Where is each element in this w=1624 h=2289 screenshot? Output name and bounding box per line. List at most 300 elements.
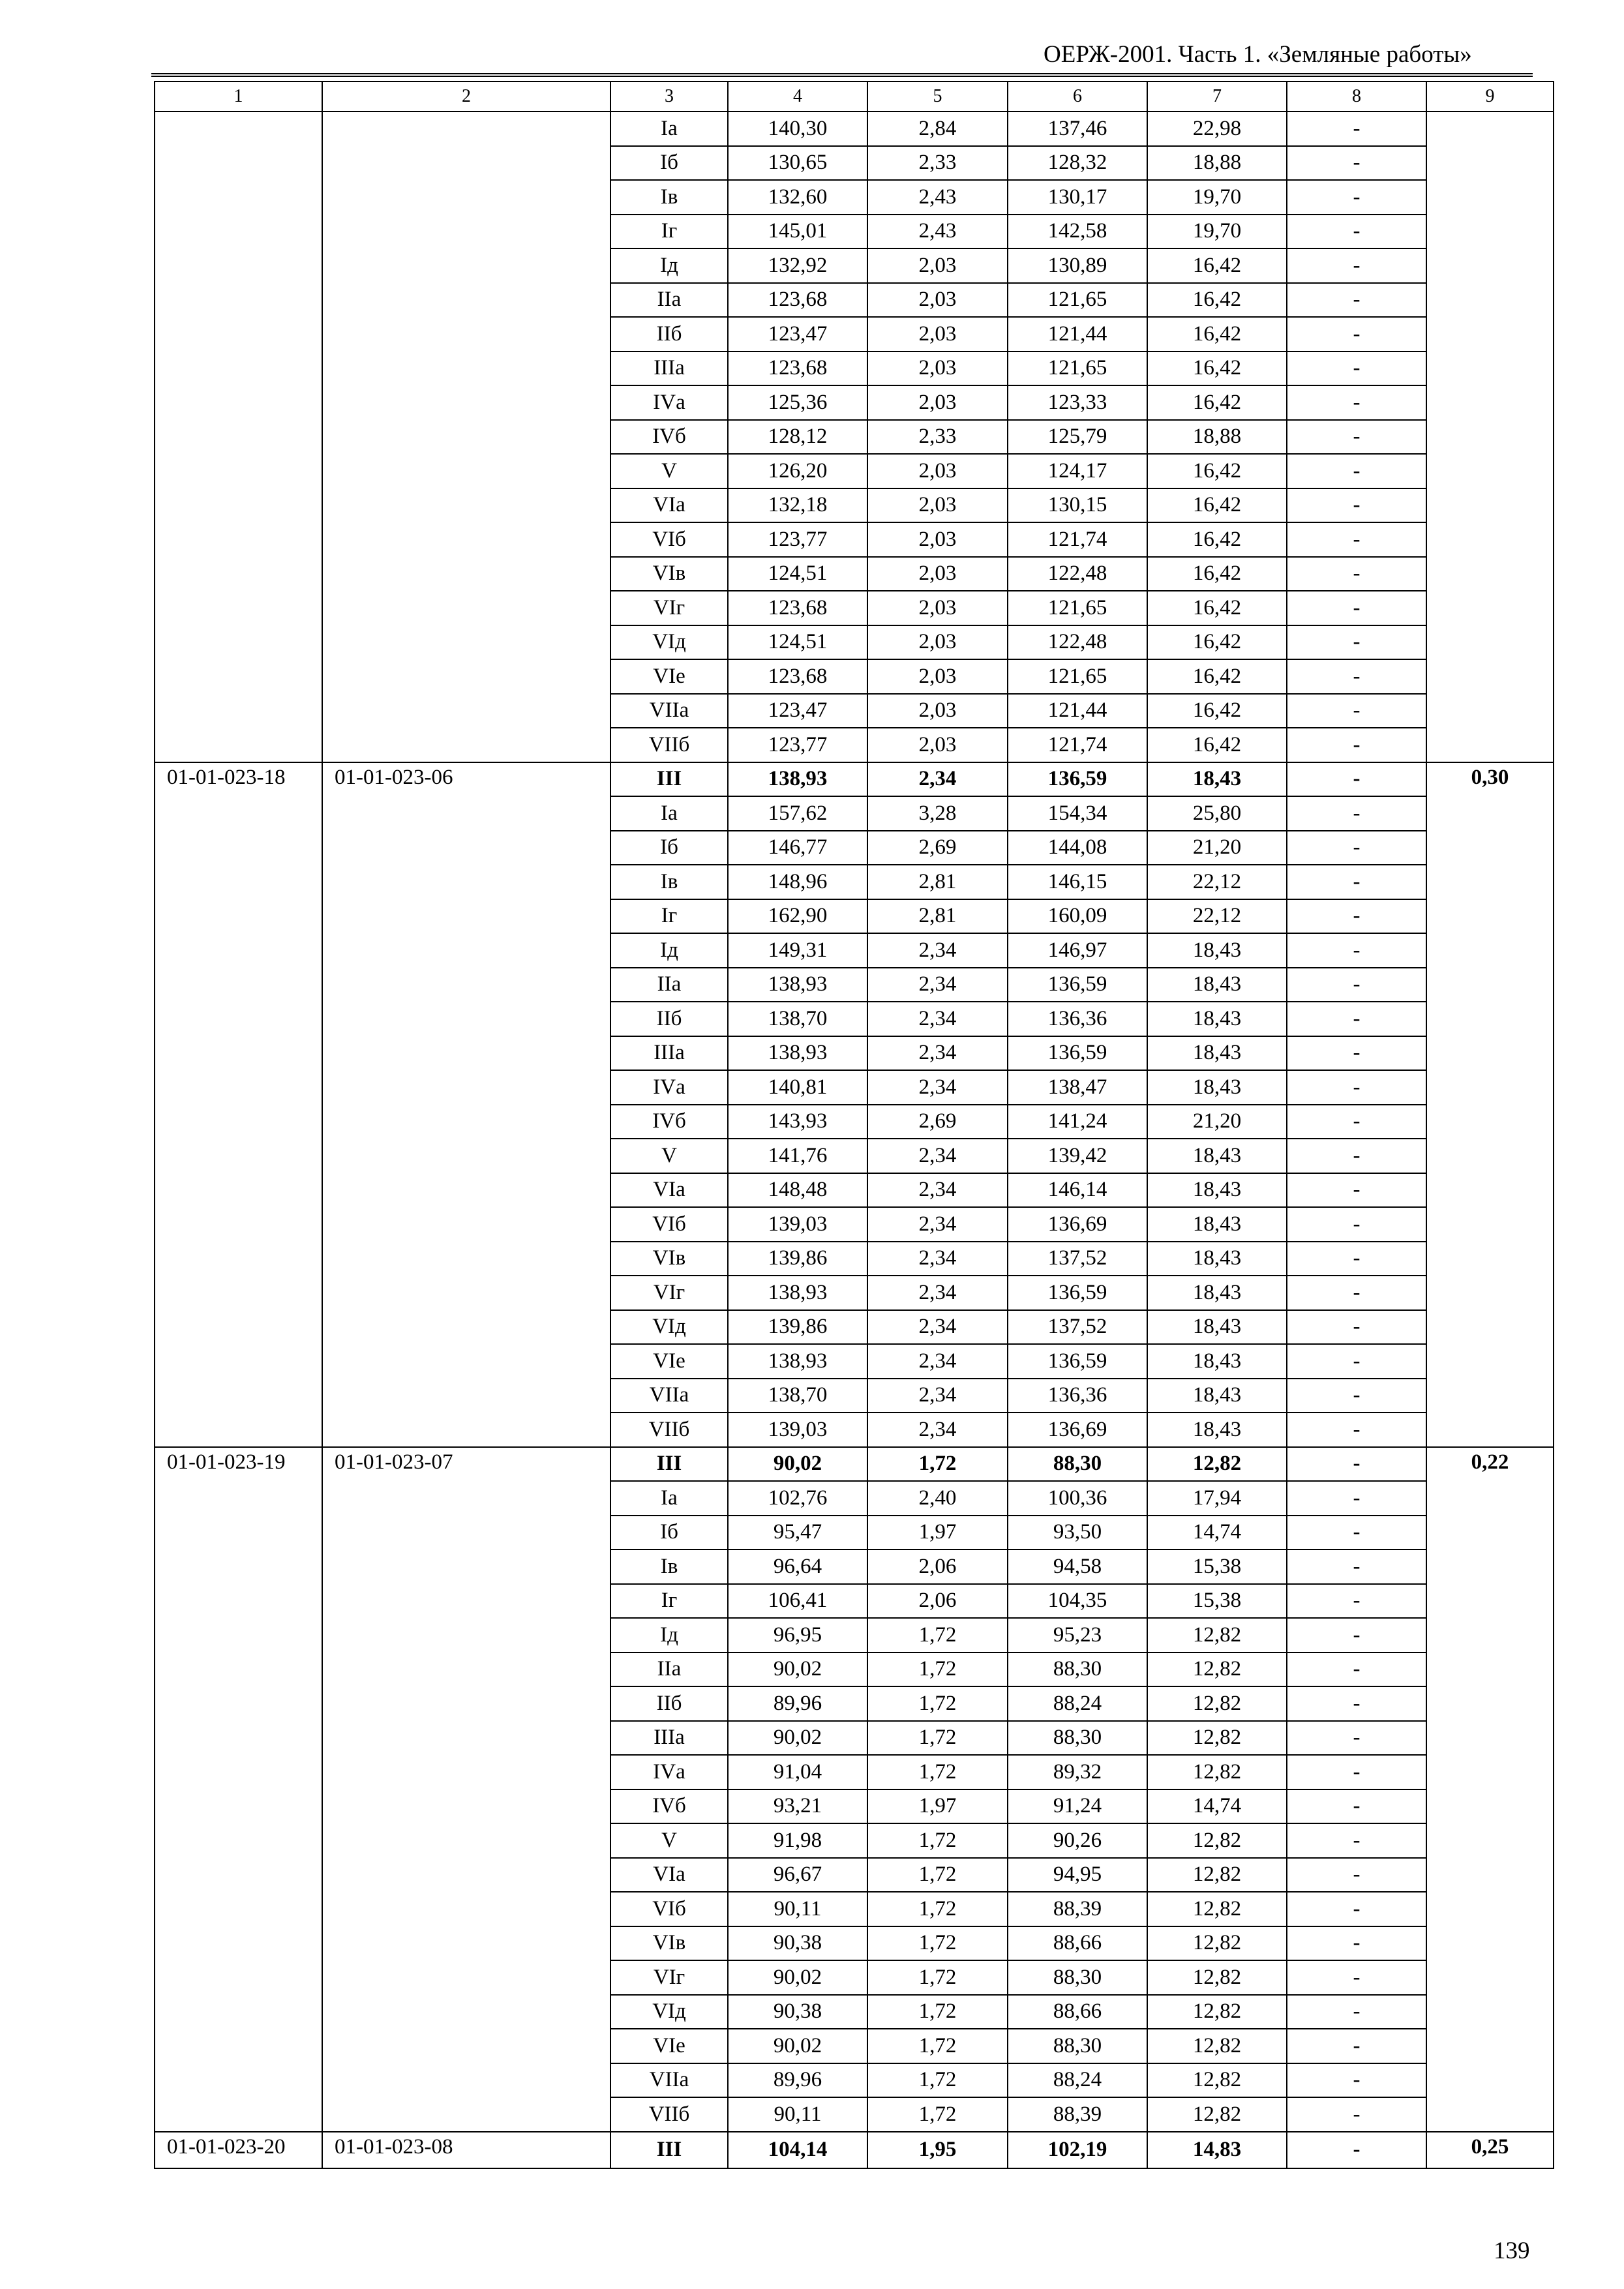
class-cell: IVб (610, 1789, 728, 1824)
class-cell: VIа (610, 1858, 728, 1893)
value-col6: 146,14 (1008, 1173, 1147, 1208)
value-col7: 19,70 (1147, 180, 1287, 215)
value-col8: - (1287, 1789, 1426, 1824)
value-col7: 16,42 (1147, 317, 1287, 352)
value-col5: 1,72 (867, 1892, 1008, 1926)
value-col4: 130,65 (728, 146, 867, 181)
value-col7: 16,42 (1147, 248, 1287, 283)
value-col7: 16,42 (1147, 694, 1287, 728)
value-col7: 18,43 (1147, 968, 1287, 1002)
value-col5: 2,03 (867, 385, 1008, 420)
class-cell: VIг (610, 591, 728, 625)
value-col8: - (1287, 865, 1426, 899)
value-col7: 16,42 (1147, 557, 1287, 591)
value-col7: 14,83 (1147, 2132, 1287, 2169)
reference-code-cell: 01-01-023-07 (322, 1447, 610, 2132)
value-col5: 2,03 (867, 352, 1008, 386)
value-col5: 1,72 (867, 1823, 1008, 1858)
value-col8: - (1287, 385, 1426, 420)
value-col6: 88,24 (1008, 2063, 1147, 2098)
value-col5: 2,34 (867, 1310, 1008, 1345)
value-col6: 137,52 (1008, 1310, 1147, 1345)
value-col7: 22,98 (1147, 112, 1287, 146)
value-col8: - (1287, 1960, 1426, 1995)
value-col6: 121,65 (1008, 659, 1147, 694)
value-col5: 2,34 (867, 1036, 1008, 1071)
value-col8: - (1287, 1447, 1426, 1482)
value-col6: 136,59 (1008, 1344, 1147, 1379)
class-cell: VIе (610, 2029, 728, 2063)
value-col8: - (1287, 112, 1426, 146)
value-col4: 89,96 (728, 1686, 867, 1721)
value-col5: 1,72 (867, 1447, 1008, 1482)
value-col8: - (1287, 1105, 1426, 1139)
value-col7: 18,88 (1147, 420, 1287, 455)
value-col5: 2,03 (867, 694, 1008, 728)
class-cell: VIIб (610, 1413, 728, 1447)
value-col8: - (1287, 283, 1426, 318)
value-col5: 2,33 (867, 420, 1008, 455)
value-col6: 91,24 (1008, 1789, 1147, 1824)
value-col4: 126,20 (728, 454, 867, 488)
value-col4: 125,36 (728, 385, 867, 420)
value-col5: 2,81 (867, 899, 1008, 934)
value-col5: 1,72 (867, 1995, 1008, 2029)
value-col7: 18,43 (1147, 1276, 1287, 1310)
value-col4: 145,01 (728, 215, 867, 249)
class-cell: IIб (610, 317, 728, 352)
value-col6: 137,46 (1008, 112, 1147, 146)
value-col8: - (1287, 488, 1426, 523)
value-col8: - (1287, 1379, 1426, 1413)
value-col5: 2,34 (867, 1207, 1008, 1242)
class-cell: VIе (610, 659, 728, 694)
value-col5: 2,84 (867, 112, 1008, 146)
value-col4: 123,68 (728, 283, 867, 318)
value-col7: 12,82 (1147, 1653, 1287, 1687)
value-col5: 1,72 (867, 2063, 1008, 2098)
value-col6: 88,24 (1008, 1686, 1147, 1721)
value-col6: 94,95 (1008, 1858, 1147, 1893)
value-col5: 2,03 (867, 454, 1008, 488)
value-col7: 18,43 (1147, 1070, 1287, 1105)
value-col7: 12,82 (1147, 1858, 1287, 1893)
value-col5: 2,33 (867, 146, 1008, 181)
value-col8: - (1287, 1858, 1426, 1893)
column-header: 2 (322, 82, 610, 112)
value-col7: 18,43 (1147, 933, 1287, 968)
class-cell: Iа (610, 112, 728, 146)
class-cell: VIа (610, 488, 728, 523)
value-col8: - (1287, 1516, 1426, 1550)
value-col4: 148,96 (728, 865, 867, 899)
value-col8: - (1287, 1070, 1426, 1105)
value-col4: 157,62 (728, 796, 867, 831)
value-col4: 90,02 (728, 1653, 867, 1687)
table-row (155, 762, 1554, 797)
value-col6: 121,74 (1008, 728, 1147, 762)
table-body (155, 112, 1554, 2168)
value-col5: 1,97 (867, 1516, 1008, 1550)
value-col8: - (1287, 1926, 1426, 1961)
value-col7: 15,38 (1147, 1584, 1287, 1619)
value-col8: - (1287, 1139, 1426, 1173)
value-col8: - (1287, 899, 1426, 934)
value-col7: 18,43 (1147, 1310, 1287, 1345)
value-col5: 1,72 (867, 1926, 1008, 1961)
class-cell: VIв (610, 1926, 728, 1961)
value-col7: 16,42 (1147, 352, 1287, 386)
class-cell: IIIа (610, 1036, 728, 1071)
value-col6: 142,58 (1008, 215, 1147, 249)
value-col4: 123,68 (728, 352, 867, 386)
value-col7: 14,74 (1147, 1789, 1287, 1824)
reference-code-cell: 01-01-023-08 (322, 2132, 610, 2169)
column-number-row (155, 82, 1554, 112)
value-col5: 1,72 (867, 2029, 1008, 2063)
class-cell: VIд (610, 1995, 728, 2029)
value-col4: 141,76 (728, 1139, 867, 1173)
value-col7: 12,82 (1147, 2097, 1287, 2132)
value-col7: 15,38 (1147, 1549, 1287, 1584)
value-col6: 121,44 (1008, 694, 1147, 728)
value-col6: 123,33 (1008, 385, 1147, 420)
value-col8: - (1287, 1207, 1426, 1242)
value-col7: 16,42 (1147, 522, 1287, 557)
value-col5: 1,72 (867, 1721, 1008, 1756)
value-col4: 140,30 (728, 112, 867, 146)
value-col7: 18,43 (1147, 1207, 1287, 1242)
value-col8: - (1287, 1549, 1426, 1584)
class-cell: Iв (610, 1549, 728, 1584)
value-col6: 124,17 (1008, 454, 1147, 488)
value-col5: 2,03 (867, 659, 1008, 694)
value-col7: 18,43 (1147, 1173, 1287, 1208)
value-col5: 1,72 (867, 1960, 1008, 1995)
value-col7: 22,12 (1147, 899, 1287, 934)
value-col6: 130,15 (1008, 488, 1147, 523)
class-cell: V (610, 1139, 728, 1173)
column-header: 7 (1147, 82, 1287, 112)
value-col4: 96,95 (728, 1618, 867, 1653)
value-col4: 149,31 (728, 933, 867, 968)
value-col4: 162,90 (728, 899, 867, 934)
value-col4: 138,70 (728, 1379, 867, 1413)
value-col4: 91,98 (728, 1823, 867, 1858)
value-col7: 18,43 (1147, 1002, 1287, 1036)
value-col6: 88,30 (1008, 1447, 1147, 1482)
class-cell: Iа (610, 1481, 728, 1516)
class-cell: Iб (610, 146, 728, 181)
value-col6: 125,79 (1008, 420, 1147, 455)
value-col4: 104,14 (728, 2132, 867, 2169)
value-col7: 21,20 (1147, 1105, 1287, 1139)
class-cell: IIа (610, 283, 728, 318)
class-cell: VIб (610, 1207, 728, 1242)
value-col5: 2,34 (867, 1173, 1008, 1208)
value-col6: 88,66 (1008, 1995, 1147, 2029)
value-col6: 136,69 (1008, 1207, 1147, 1242)
value-col7: 16,42 (1147, 625, 1287, 660)
value-col6: 130,17 (1008, 180, 1147, 215)
value-col8: - (1287, 968, 1426, 1002)
value-col7: 12,82 (1147, 1995, 1287, 2029)
value-col6: 146,15 (1008, 865, 1147, 899)
class-cell: Iг (610, 215, 728, 249)
value-col7: 16,42 (1147, 454, 1287, 488)
value-col7: 12,82 (1147, 1823, 1287, 1858)
value-col4: 95,47 (728, 1516, 867, 1550)
class-cell: Iб (610, 831, 728, 865)
column-header: 5 (867, 82, 1008, 112)
value-col8: - (1287, 2063, 1426, 2098)
value-col4: 96,64 (728, 1549, 867, 1584)
value-col4: 90,02 (728, 2029, 867, 2063)
value-col4: 138,93 (728, 1036, 867, 1071)
class-cell: VIд (610, 1310, 728, 1345)
value-col8: - (1287, 831, 1426, 865)
value-col8: - (1287, 1413, 1426, 1447)
value-col7: 12,82 (1147, 1926, 1287, 1961)
value-col7: 18,43 (1147, 1413, 1287, 1447)
value-col7: 16,42 (1147, 728, 1287, 762)
class-cell: VIIа (610, 2063, 728, 2098)
value-col8: - (1287, 1242, 1426, 1276)
header-divider (151, 73, 1533, 77)
value-col6: 88,39 (1008, 2097, 1147, 2132)
class-cell: III (610, 762, 728, 797)
class-cell: Iг (610, 1584, 728, 1619)
class-cell: IIб (610, 1686, 728, 1721)
value-col7: 16,42 (1147, 283, 1287, 318)
value-col8: - (1287, 796, 1426, 831)
class-cell: Iа (610, 796, 728, 831)
class-cell: Iд (610, 1618, 728, 1653)
value-col4: 123,68 (728, 659, 867, 694)
coefficient-cell: 0,25 (1426, 2132, 1554, 2169)
value-col7: 18,43 (1147, 1139, 1287, 1173)
class-cell: Iд (610, 248, 728, 283)
class-cell: IIб (610, 1002, 728, 1036)
value-col4: 90,02 (728, 1721, 867, 1756)
value-col4: 132,18 (728, 488, 867, 523)
value-col8: - (1287, 1173, 1426, 1208)
value-col7: 22,12 (1147, 865, 1287, 899)
value-col8: - (1287, 1653, 1426, 1687)
class-cell: VIг (610, 1276, 728, 1310)
value-col8: - (1287, 1584, 1426, 1619)
value-col8: - (1287, 1755, 1426, 1789)
value-col5: 2,34 (867, 1344, 1008, 1379)
class-cell: IIа (610, 1653, 728, 1687)
value-col6: 122,48 (1008, 557, 1147, 591)
value-col6: 95,23 (1008, 1618, 1147, 1653)
table-row (155, 2132, 1554, 2169)
value-col6: 141,24 (1008, 1105, 1147, 1139)
value-col6: 102,19 (1008, 2132, 1147, 2169)
class-cell: IVб (610, 420, 728, 455)
class-cell: VIб (610, 522, 728, 557)
value-col4: 89,96 (728, 2063, 867, 2098)
value-col8: - (1287, 2029, 1426, 2063)
value-col6: 94,58 (1008, 1549, 1147, 1584)
value-col4: 138,70 (728, 1002, 867, 1036)
value-col5: 2,43 (867, 215, 1008, 249)
value-col5: 2,43 (867, 180, 1008, 215)
value-col5: 2,34 (867, 1242, 1008, 1276)
value-col5: 1,72 (867, 1618, 1008, 1653)
class-cell: IIIа (610, 1721, 728, 1756)
value-col6: 136,59 (1008, 968, 1147, 1002)
value-col6: 136,59 (1008, 1276, 1147, 1310)
value-col6: 137,52 (1008, 1242, 1147, 1276)
value-col5: 2,03 (867, 317, 1008, 352)
value-col8: - (1287, 352, 1426, 386)
class-cell: VIд (610, 625, 728, 660)
value-col8: - (1287, 1721, 1426, 1756)
value-col4: 143,93 (728, 1105, 867, 1139)
value-col8: - (1287, 625, 1426, 660)
class-cell: VIIб (610, 728, 728, 762)
column-header: 8 (1287, 82, 1426, 112)
value-col5: 2,03 (867, 625, 1008, 660)
class-cell: IVб (610, 1105, 728, 1139)
value-col6: 88,39 (1008, 1892, 1147, 1926)
class-cell: IVа (610, 1755, 728, 1789)
value-col6: 136,69 (1008, 1413, 1147, 1447)
value-col4: 90,11 (728, 2097, 867, 2132)
value-col5: 2,34 (867, 762, 1008, 797)
value-col4: 139,03 (728, 1207, 867, 1242)
value-col5: 2,03 (867, 557, 1008, 591)
value-col5: 2,40 (867, 1481, 1008, 1516)
value-col8: - (1287, 591, 1426, 625)
value-col8: - (1287, 659, 1426, 694)
value-col4: 132,92 (728, 248, 867, 283)
value-col4: 140,81 (728, 1070, 867, 1105)
page-header-title: ОЕРЖ-2001. Часть 1. «Земляные работы» (1044, 41, 1472, 68)
value-col5: 1,95 (867, 2132, 1008, 2169)
value-col4: 96,67 (728, 1858, 867, 1893)
value-col5: 1,72 (867, 1755, 1008, 1789)
class-cell: V (610, 1823, 728, 1858)
value-col8: - (1287, 317, 1426, 352)
class-cell: IIIа (610, 352, 728, 386)
value-col5: 2,69 (867, 831, 1008, 865)
value-col8: - (1287, 1892, 1426, 1926)
class-cell: VIIб (610, 2097, 728, 2132)
value-col5: 1,72 (867, 1653, 1008, 1687)
value-col7: 19,70 (1147, 215, 1287, 249)
value-col5: 2,34 (867, 1070, 1008, 1105)
value-col7: 16,42 (1147, 659, 1287, 694)
rate-code-cell: 01-01-023-19 (155, 1447, 322, 2132)
class-cell: IVа (610, 1070, 728, 1105)
value-col6: 128,32 (1008, 146, 1147, 181)
coefficient-cell (1426, 112, 1554, 762)
coefficient-cell: 0,30 (1426, 762, 1554, 1447)
value-col8: - (1287, 694, 1426, 728)
value-col5: 2,06 (867, 1549, 1008, 1584)
class-cell: Iв (610, 865, 728, 899)
value-col7: 12,82 (1147, 1686, 1287, 1721)
value-col6: 121,74 (1008, 522, 1147, 557)
value-col8: - (1287, 1344, 1426, 1379)
value-col4: 148,48 (728, 1173, 867, 1208)
value-col4: 138,93 (728, 1344, 867, 1379)
value-col8: - (1287, 762, 1426, 797)
value-col7: 21,20 (1147, 831, 1287, 865)
value-col4: 146,77 (728, 831, 867, 865)
value-col5: 2,34 (867, 968, 1008, 1002)
value-col8: - (1287, 180, 1426, 215)
value-col7: 14,74 (1147, 1516, 1287, 1550)
value-col8: - (1287, 1276, 1426, 1310)
value-col7: 12,82 (1147, 1892, 1287, 1926)
value-col5: 1,97 (867, 1789, 1008, 1824)
rate-code-cell: 01-01-023-20 (155, 2132, 322, 2169)
value-col7: 17,94 (1147, 1481, 1287, 1516)
value-col8: - (1287, 454, 1426, 488)
class-cell: Iб (610, 1516, 728, 1550)
value-col5: 2,34 (867, 1002, 1008, 1036)
value-col7: 16,42 (1147, 385, 1287, 420)
value-col7: 12,82 (1147, 2029, 1287, 2063)
value-col7: 25,80 (1147, 796, 1287, 831)
value-col7: 18,43 (1147, 1344, 1287, 1379)
reference-code-cell (322, 112, 610, 762)
class-cell: Iд (610, 933, 728, 968)
value-col8: - (1287, 728, 1426, 762)
value-col8: - (1287, 1310, 1426, 1345)
value-col7: 12,82 (1147, 2063, 1287, 2098)
value-col4: 91,04 (728, 1755, 867, 1789)
value-col6: 88,30 (1008, 1960, 1147, 1995)
class-cell: IIа (610, 968, 728, 1002)
value-col5: 2,03 (867, 488, 1008, 523)
value-col8: - (1287, 1036, 1426, 1071)
value-col7: 12,82 (1147, 1960, 1287, 1995)
class-cell: VIб (610, 1892, 728, 1926)
value-col7: 12,82 (1147, 1447, 1287, 1482)
table-row (155, 112, 1554, 146)
class-cell: III (610, 2132, 728, 2169)
value-col8: - (1287, 1002, 1426, 1036)
class-cell: VIв (610, 557, 728, 591)
value-col5: 2,69 (867, 1105, 1008, 1139)
value-col7: 18,43 (1147, 1242, 1287, 1276)
value-col4: 90,02 (728, 1447, 867, 1482)
value-col7: 18,88 (1147, 146, 1287, 181)
column-header: 9 (1426, 82, 1554, 112)
value-col7: 18,43 (1147, 1379, 1287, 1413)
value-col5: 2,81 (867, 865, 1008, 899)
value-col6: 93,50 (1008, 1516, 1147, 1550)
value-col5: 2,34 (867, 1139, 1008, 1173)
value-col6: 160,09 (1008, 899, 1147, 934)
value-col6: 121,65 (1008, 352, 1147, 386)
norms-table (154, 81, 1554, 2169)
value-col5: 2,34 (867, 1276, 1008, 1310)
column-header: 6 (1008, 82, 1147, 112)
value-col6: 154,34 (1008, 796, 1147, 831)
value-col7: 16,42 (1147, 591, 1287, 625)
value-col6: 146,97 (1008, 933, 1147, 968)
value-col4: 139,86 (728, 1310, 867, 1345)
value-col5: 1,72 (867, 2097, 1008, 2132)
coefficient-cell: 0,22 (1426, 1447, 1554, 2132)
value-col4: 90,11 (728, 1892, 867, 1926)
